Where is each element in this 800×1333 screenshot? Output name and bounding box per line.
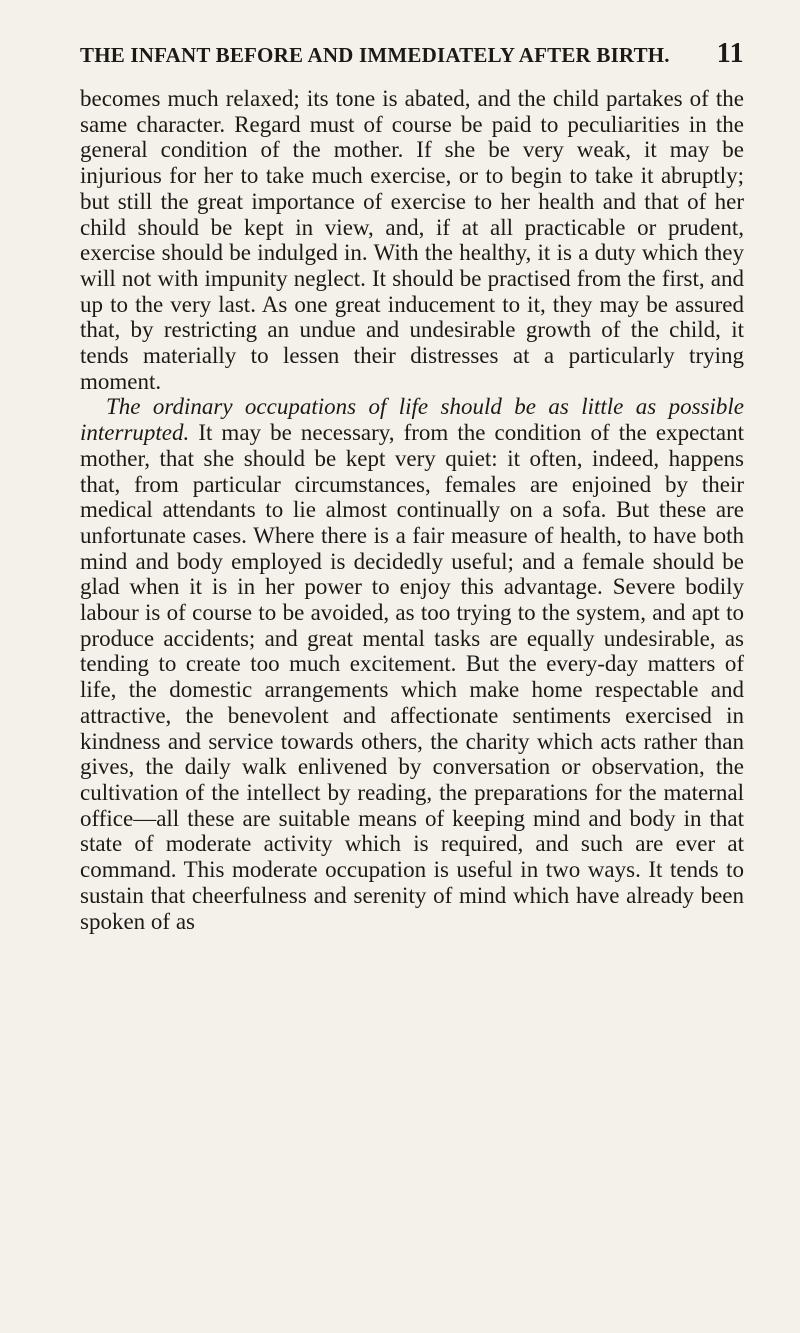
italic-lead-sentence: The ordinary occupations of life should be as little as possible interrupted. (80, 394, 744, 446)
paragraph-body: It may be necessary, from the condition of the expectant mother, that she should be kept very quiet: it often, indeed, happens that, from particular circumstances, females are enjoined by their medical attendants to lie almost continually on a sofa. But these are unfortunate cases. Where there is a fair measure of health, to have both mind and body employed is decidedly useful; and a female should be glad when it is in her power to enjoy this advantage. Severe bodily labour is of course to be avoided, as too trying to the system, and apt to produce accidents; and great mental tasks are equally undesirable, as tending to create too much excitement. But the every-day matters of life, the domestic arrangements which make home respectable and attractive, the benevolent and affectionate sentiments exercised in kindness and service towards others, the charity which acts rather than gives, the daily walk enlivened by conversation or observation, the cultivation of the intellect by reading, the preparations for the maternal office—all these are suitable means of keeping mind and body in that state of moderate activity which is required, and such are ever at command. This moderate occupation is useful in two ways. It tends to sustain that cheerfulness and serenity of mind which have already been spoken of as (80, 420, 744, 934)
running-header (80, 38, 744, 82)
paragraph-continued: becomes much relaxed; its tone is abated, and the child partakes of the same character. Regard must of course be paid to peculiarities in the general condition of the mother. If she be very weak, it may be injurious for her to take much exercise, or to begin to take it abruptly; but still the great importance of exercise to her health and that of her child should be kept in view, and, if at all practicable or prudent, exercise should be indulged in. With the healthy, it is a duty which they will not with impunity neglect. It should be practised from the first, and up to the very last. As one great inducement to it, they may be assured that, by restricting an undue and undesirable growth of the child, it tends materially to lessen their distresses at a particularly trying moment. (80, 86, 744, 394)
paragraph-occupations (80, 394, 744, 934)
running-title: THE INFANT BEFORE AND IMMEDIATELY AFTER BIRTH. (80, 43, 670, 67)
page-text (80, 86, 744, 934)
page-number: 11 (716, 38, 744, 69)
